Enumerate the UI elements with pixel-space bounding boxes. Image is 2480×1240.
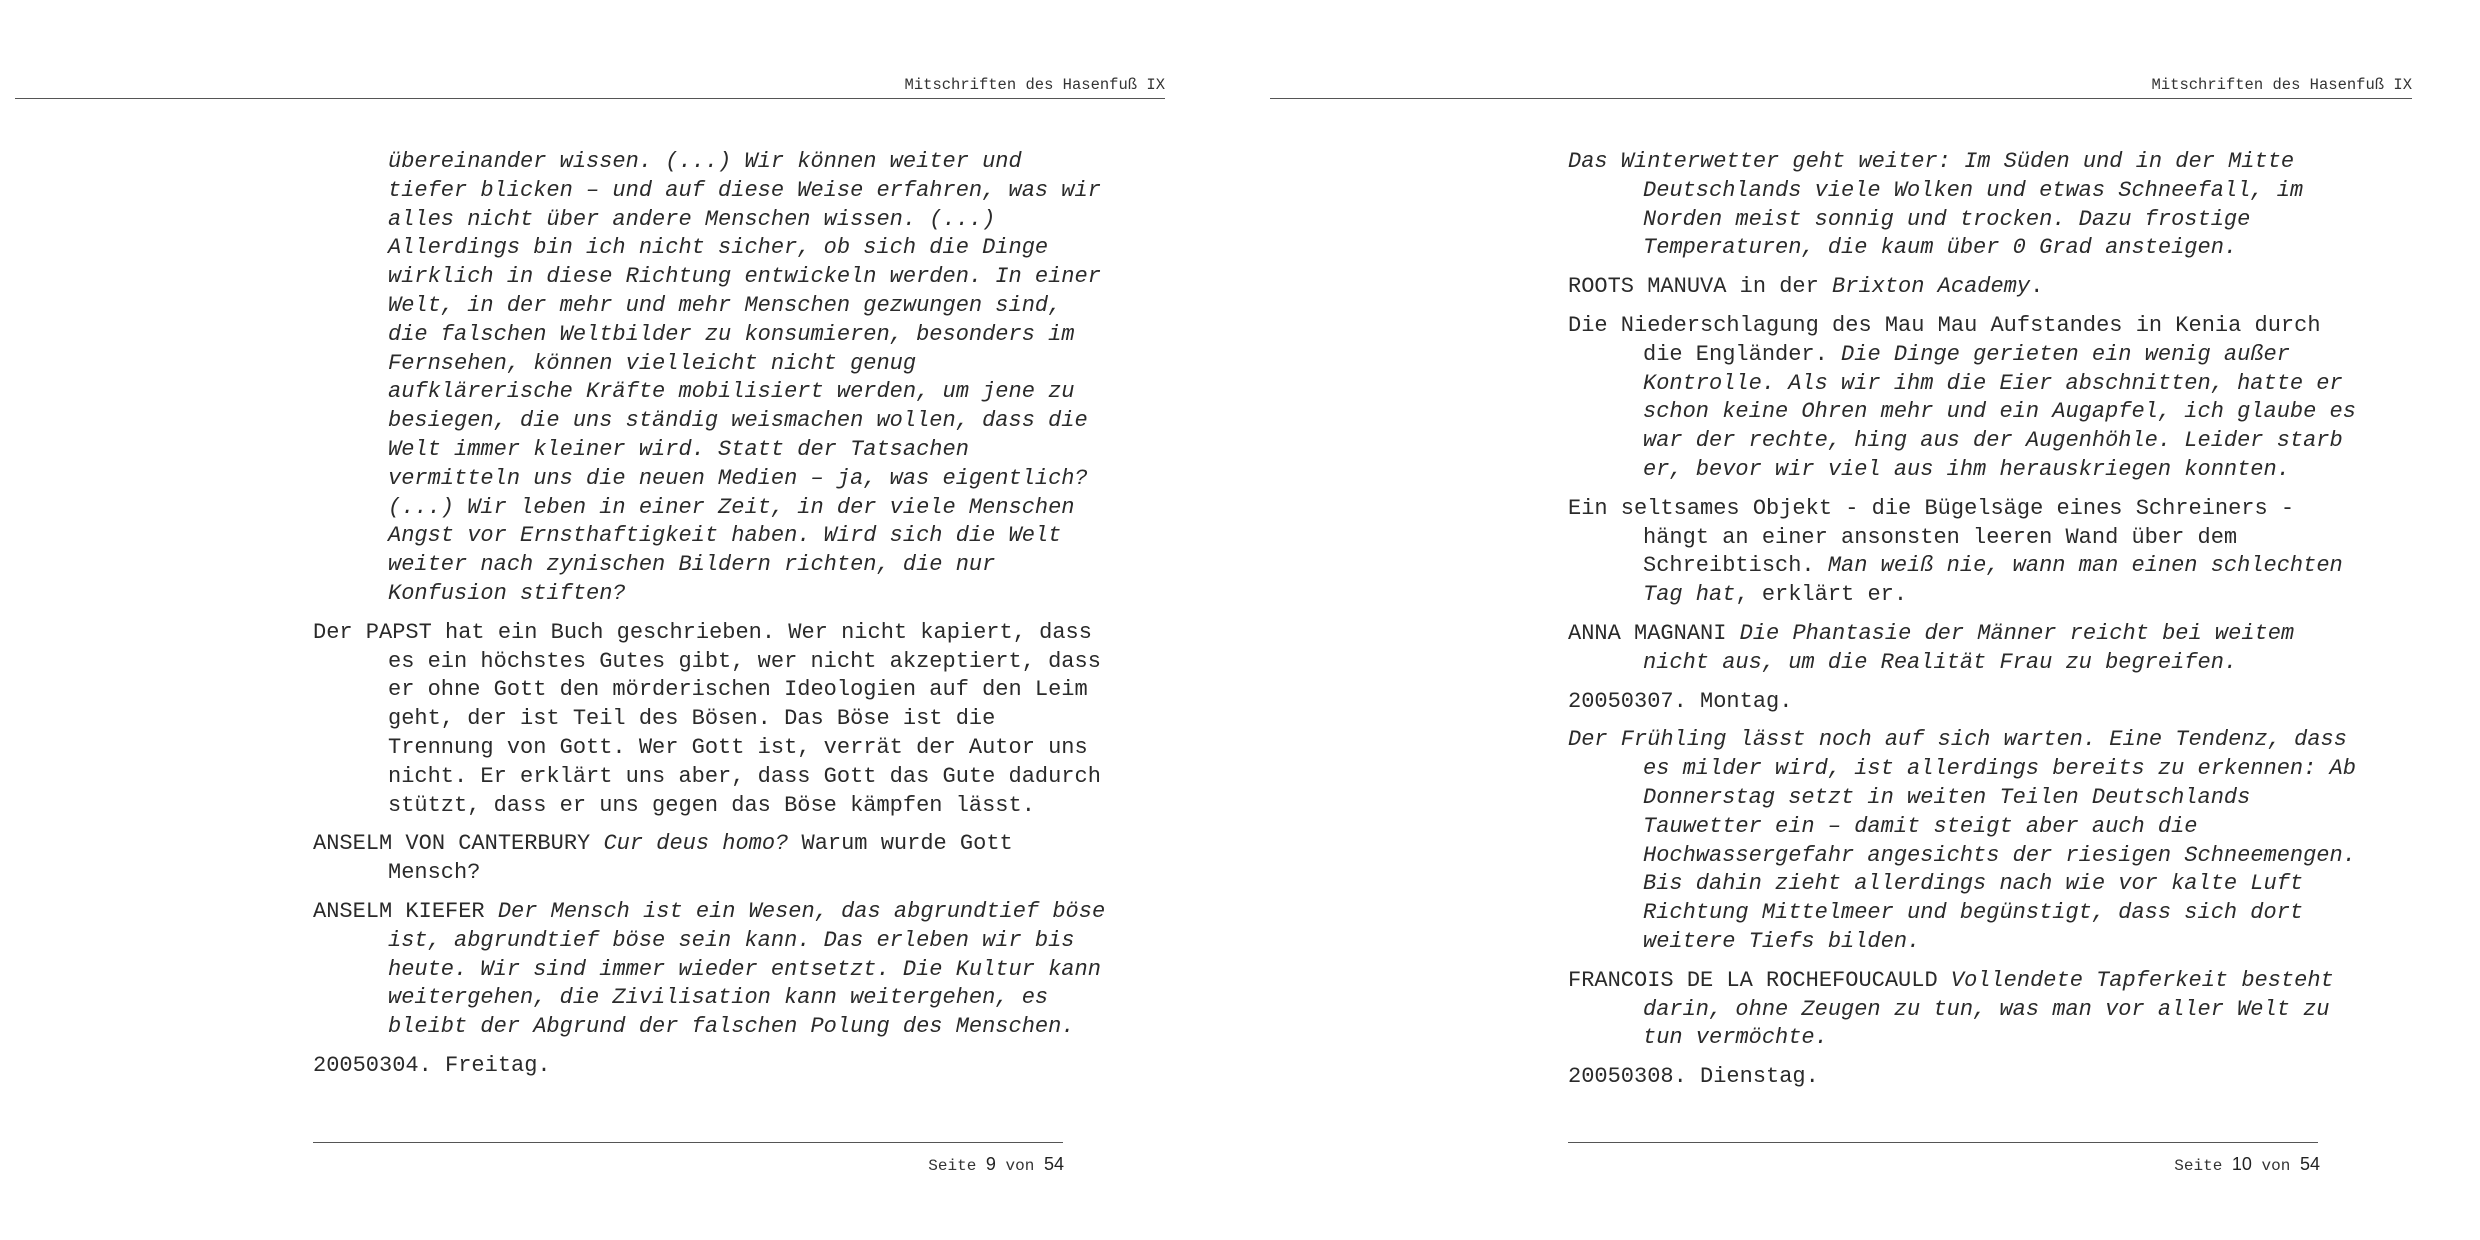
header-rule [1270, 98, 2412, 99]
page-footer [2174, 1154, 2320, 1175]
entry-text-end: , erklärt er. [1735, 582, 1908, 608]
entry-punct: . [2030, 274, 2044, 300]
entry-text: Die Niederschlagung des Mau Mau Aufstandes in Kenia durch die Engländer. [1568, 312, 2321, 367]
entry-papst: Der PAPST hat ein Buch geschrieben. Wer nicht kapiert, dass es ein höchstes Gutes gibt, wer nicht akzeptiert, dass er ohne Gott den mörderischen Ideologien auf den Leim geht, der ist Teil des Bösen. Das Böse ist die Trennung von Gott. Wer Gott ist, verrät der Autor uns nicht. Er erklärt uns aber, dass Gott das Gute dadurch stützt, dass er uns gegen das Böse kämpfen lässt. [313, 619, 1101, 818]
entry-buegelsaege [1568, 495, 2368, 610]
right-page [1240, 0, 2480, 1240]
date-entry: 20050308. Dienstag. [1568, 1064, 1819, 1090]
italic-quote: Die Dinge gerieten ein wenig außer Kontrolle. Als wir ihm die Eier abschnitten, hatte er schon keine Ohren mehr und ein Augapfel, ich glaube es war der rechte, hing aus der Augenhöhle. Leider starb er, bevor wir viel aus ihm herauskriegen konnten. [1643, 341, 2356, 482]
page-number: 10 [2231, 1154, 2252, 1174]
entry-text: Warum wurde Gott Mensch? [388, 831, 1013, 886]
italic-quote: Die Phantasie der Männer reicht bei weitem nicht aus, um die Realität Frau zu begreifen. [1643, 620, 2295, 675]
footer-rule [313, 1142, 1063, 1143]
page-footer [928, 1154, 1064, 1175]
page-body [1568, 148, 2368, 1102]
date-entry: 20050304. Freitag. [313, 1052, 551, 1078]
author-name: ANSELM VON CANTERBURY [313, 831, 591, 857]
footer-seite: Seite [2174, 1157, 2223, 1175]
quote-paragraph: übereinander wissen. (...) Wir können weiter und tiefer blicken – und auf diese Weise erfahren, was wir alles nicht über andere Menschen wissen. (...) Allerdings bin ich nicht sicher, ob sich die Dinge wirklich in diese Richtung entwickeln werden. In einer Welt, in der mehr und mehr Menschen gezwungen sind, die falschen Weltbilder zu konsumieren, besonders im Fernsehen, können vielleicht nicht genug aufklärerische Kräfte mobilisiert werden, um jene zu besiegen, die uns ständig weismachen wollen, dass die Welt immer kleiner wird. Statt der Tatsachen vermitteln uns die neuen Medien – ja, was eigentlich? (...) Wir leben in einer Zeit, in der viele Menschen Angst vor Ernsthaftigkeit haben. Wird sich die Welt weiter nach zynischen Bildern richten, die nur Konfusion stiften? [388, 149, 1101, 606]
running-header: Mitschriften des Hasenfuß IX [2151, 76, 2412, 94]
footer-von: von [1005, 1157, 1035, 1175]
entry-weather: Der Frühling lässt noch auf sich warten. Eine Tendenz, dass es milder wird, ist allerdings bereits zu erkennen: Ab Donnerstag setzt in weiten Teilen Deutschlands Tauwetter ein – damit steigt aber auch die Hochwassergefahr angesichts der riesigen Schneemengen. Bis dahin zieht allerdings nach wie vor kalte Luft Richtung Mittelmeer und begünstigt, dass sich dort weitere Tiefs bilden. [1568, 727, 2356, 954]
entry-anna-magnani [1568, 620, 2368, 678]
entry-rochefoucauld [1568, 967, 2368, 1053]
entry-weather: Das Winterwetter geht weiter: Im Süden und in der Mitte Deutschlands viele Wolken und etwas Schneefall, im Norden meist sonnig und trocken. Dazu frostige Temperaturen, die kaum über 0 Grad ansteigen. [1568, 149, 2304, 261]
date-entry: 20050307. Montag. [1568, 688, 1793, 714]
entry-anselm-kiefer [313, 898, 1113, 1042]
page-total: 54 [2299, 1154, 2320, 1174]
footer-von: von [2261, 1157, 2291, 1175]
entry-roots-manuva [1568, 273, 2368, 302]
italic-quote: Vollendete Tapferkeit besteht darin, ohne Zeugen zu tun, was man vor aller Welt zu tun vermöchte. [1643, 967, 2334, 1051]
entry-anselm-canterbury [313, 830, 1113, 888]
footer-seite: Seite [928, 1157, 977, 1175]
entry-text: ROOTS MANUVA in der [1568, 274, 1819, 300]
page-number: 9 [985, 1154, 996, 1174]
footer-rule [1568, 1142, 2318, 1143]
author-name: ANNA MAGNANI [1568, 620, 1727, 646]
entry-text: Ein seltsames Objekt - die Bügelsäge eines Schreiners - hängt an einer ansonsten leeren Wand über dem Schreibtisch. [1568, 495, 2295, 579]
italic-quote: Cur deus homo? [603, 831, 789, 857]
page-body [313, 148, 1113, 1091]
italic-quote: Der Mensch ist ein Wesen, das abgrundtief böse ist, abgrundtief böse sein kann. Das erleben wir bis heute. Wir sind immer wieder entsetzt. Die Kultur kann weitergehen, die Zivilisation kann weitergehen, es bleibt der Abgrund der falschen Polung des Menschen. [388, 898, 1106, 1040]
author-name: FRANCOIS DE LA ROCHEFOUCAULD [1568, 967, 1938, 993]
italic-quote: Man weiß nie, wann man einen schlechten Tag hat [1643, 553, 2343, 608]
entry-mau-mau [1568, 312, 2368, 485]
running-header: Mitschriften des Hasenfuß IX [904, 76, 1165, 94]
page-total: 54 [1043, 1154, 1064, 1174]
header-rule [15, 98, 1165, 99]
author-name: ANSELM KIEFER [313, 898, 485, 924]
italic-venue: Brixton Academy [1832, 274, 2031, 300]
